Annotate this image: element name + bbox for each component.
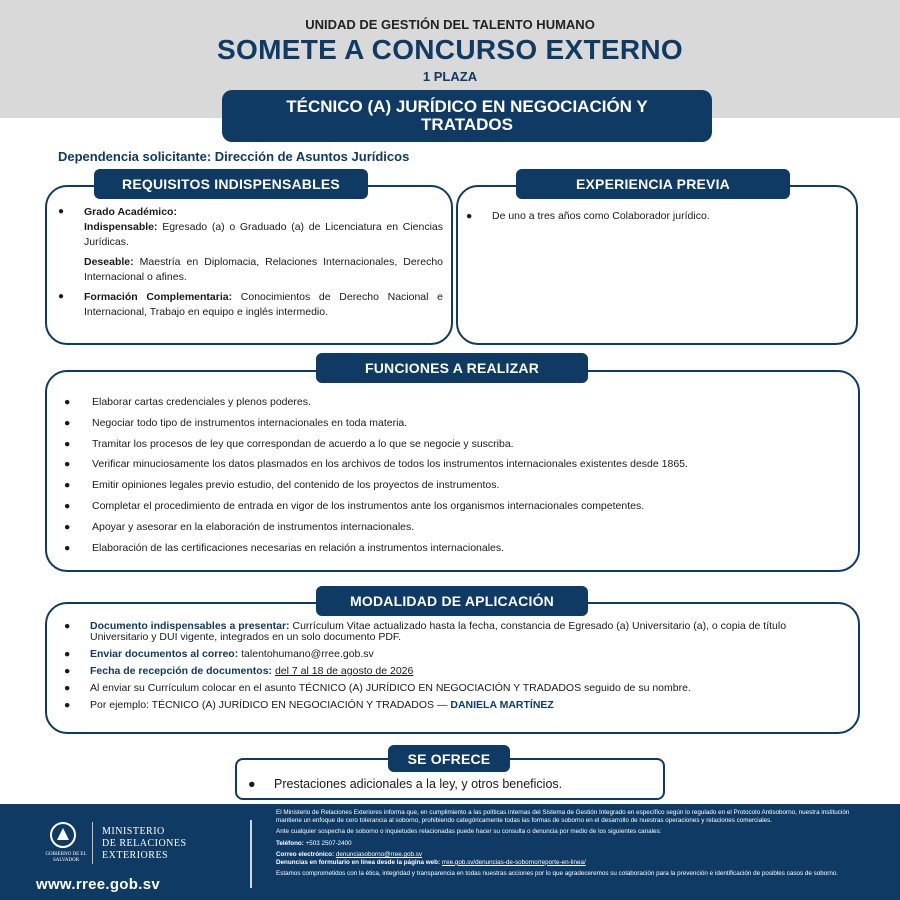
funciones-title: FUNCIONES A REALIZAR [316,353,588,383]
compromiso-paragraph: Estamos comprometidos con la ética, integridad y transparencia en todas nuestras acciones por lo que agradeceremos su colaboración para la prevención e identificación de posibles casos de soborno. [276,870,839,878]
list-item [64,621,804,643]
seal-icon [50,822,76,848]
telefono-value: +503 2507-2400 [305,839,352,847]
telefono-row [276,840,876,848]
bullet-icon: ● [64,699,71,711]
ofrece-text: Prestaciones adicionales a la ley, y otros beneficios. [274,777,563,791]
main-title: SOMETE A CONCURSO EXTERNO [217,34,683,65]
experiencia-list [466,210,846,222]
list-item [64,478,844,499]
grado-label: Grado Académico: [84,206,177,218]
website-link[interactable]: www.rree.gob.sv [36,876,160,893]
funcion-text: Elaborar cartas credenciales y plenos poderes. [92,396,311,408]
deseable-text: Maestría en Diplomacia, Relaciones Internacionales, Derecho Internacional o afines. [84,255,443,283]
ejemplo-dash: — [436,699,448,711]
unit-name: UNIDAD DE GESTIÓN DEL TALENTO HUMANO [305,17,595,32]
ofrece-list [246,777,562,791]
modalidad-list [64,621,804,717]
bullet-icon: ● [64,437,71,450]
correo-label: Correo electrónico: [276,851,335,859]
correo-row [276,851,876,859]
list-item [64,499,844,520]
formacion-text: Conocimientos de Derecho Nacional e Internacional, Trabajo en equipo e inglés intermedio. [84,291,443,319]
telefono-label: Teléfono: [276,839,304,847]
funcion-text: Completar el procedimiento de entrada en vigor de los instrumentos ante los organismos internacionales competentes. [92,499,645,512]
correo-label: Enviar documentos al correo: [90,648,239,660]
funcion-text: Apoyar y asesorar en la elaboración de instrumentos internacionales. [92,520,415,533]
fecha-text: del 7 al 18 de agosto de 2026 [274,665,414,677]
footer-text [276,809,876,882]
bullet-icon: ● [64,648,71,660]
ministry-line: MINISTERIO [102,826,165,837]
denuncias-label: Denuncias en formulario en línea desde la página web: [276,858,441,866]
experiencia-text: De uno a tres años como Colaborador jurídico. [492,210,710,222]
experiencia-box [456,185,858,345]
correo-link[interactable]: talentohumano@rree.gob.sv [241,648,374,660]
footer [0,804,900,900]
correo-link[interactable]: denunciasoborno@rree.gob.sv [335,851,423,859]
ofrece-title: SE OFRECE [388,745,510,772]
list-item [64,700,804,711]
funcion-text: Emitir opiniones legales previo estudio, del contenido de los proyectos de instrumentos. [92,479,500,492]
bullet-icon: ● [64,499,71,512]
bullet-icon: ● [64,665,71,677]
experiencia-title: EXPERIENCIA PREVIA [516,169,790,199]
requisitos-list [58,205,443,326]
funcion-text: Negociar todo tipo de instrumentos internacionales en toda materia. [92,416,408,429]
ministry-line: DE RELACIONES [102,838,187,849]
bullet-icon: ● [64,620,71,632]
bullet-icon: ● [466,210,473,222]
funcion-text: Elaboración de las certificaciones necesarias en relación a instrumentos internacionales. [92,541,505,554]
bullet-icon: ● [64,416,71,429]
list-item [64,437,844,458]
footer-divider [250,820,252,888]
list-item [246,777,562,791]
government-logo [38,822,98,870]
bullet-icon: ● [64,682,71,694]
list-item [64,395,844,416]
dependencia-solicitante: Dependencia solicitante: Dirección de Asuntos Jurídicos [58,149,410,164]
indispensable-row [84,220,443,250]
list-item [64,457,844,478]
job-title: TÉCNICO (A) JURÍDICO EN NEGOCIACIÓN Y TRATADOS [222,90,712,142]
modalidad-title: MODALIDAD DE APLICACIÓN [316,586,588,616]
bullet-icon: ● [248,777,256,791]
indispensable-text: Egresado (a) o Graduado (a) de Licenciatura en Ciencias Jurídicas. [84,221,443,249]
list-item [64,649,804,660]
canales-paragraph: Ante cualquier sospecha de soborno o inquietudes relacionadas puede hacer su consulta o denuncia por medio de los siguientes canales: [276,828,662,836]
formacion-label: Formación Complementaria: [84,291,233,304]
bullet-icon: ● [58,206,65,217]
list-item [58,290,443,320]
list-item [64,541,844,562]
funciones-list [64,395,844,561]
ministry-line: EXTERIORES [102,850,169,861]
list-item [64,666,804,677]
list-item [64,416,844,437]
list-item [466,210,846,222]
list-item [58,205,443,285]
funcion-text: Verificar minuciosamente los datos plasmados en los archivos de todos los instrumentos internacionales existentes desde 1865. [92,458,688,471]
bullet-icon: ● [64,458,71,471]
list-item [64,520,844,541]
logo-divider [92,822,93,864]
ejemplo-text: Por ejemplo: TÉCNICO (A) JURÍDICO EN NEGOCIACIÓN Y TRADADOS [90,699,435,711]
plaza-count: 1 PLAZA [422,69,478,84]
bullet-icon: ● [64,396,71,408]
funcion-text: Tramitar los procesos de ley que correspondan de acuerdo a lo que se negocie y suscriba. [92,437,514,450]
indispensable-label: Indispensable: [84,221,158,234]
requisitos-title: REQUISITOS INDISPENSABLES [94,169,368,199]
asunto-text: Al enviar su Currículum colocar en el asunto TÉCNICO (A) JURÍDICO EN NEGOCIACIÓN Y TRADADOS seguido de su nombre. [90,682,691,694]
deseable-label: Deseable: [84,255,134,268]
ejemplo-name: DANIELA MARTÍNEZ [450,699,554,711]
antisoborno-paragraph: El Ministerio de Relaciones Exteriores informa que, en cumplimiento a las políticas internas del Sistema de Gestión Integrado en específico según lo regulado en el Protocolo Antisoborno, nuestra institución mantiene un enfoque de cero tolerancia al soborno, prohibiendo categóricamente todas las formas de soborno en el desarrollo de nuestras operaciones y relaciones comerciales. [276,809,850,824]
documento-text: Currículum Vitae actualizado hasta la fecha, constancia de Egresado (a) Universitario (a), o copia de título Universitario y DUI vigente, integrados en un solo documento PDF. [90,620,787,643]
denuncias-row [276,859,876,867]
seal-caption: GOBIERNO DE EL SALVADOR [45,852,87,863]
ministry-name [102,826,187,862]
bullet-icon: ● [58,291,65,303]
bullet-icon: ● [64,520,71,533]
bullet-icon: ● [64,479,71,492]
list-item [64,683,804,694]
fecha-label: Fecha de recepción de documentos: [90,665,273,677]
denuncias-link[interactable]: rree.gob.sv/denuncias-de-soborno/reporte-en-linea/ [441,858,586,866]
deseable-row [84,255,443,285]
bullet-icon: ● [64,541,71,554]
documento-label: Documento indispensables a presentar: [90,620,290,632]
